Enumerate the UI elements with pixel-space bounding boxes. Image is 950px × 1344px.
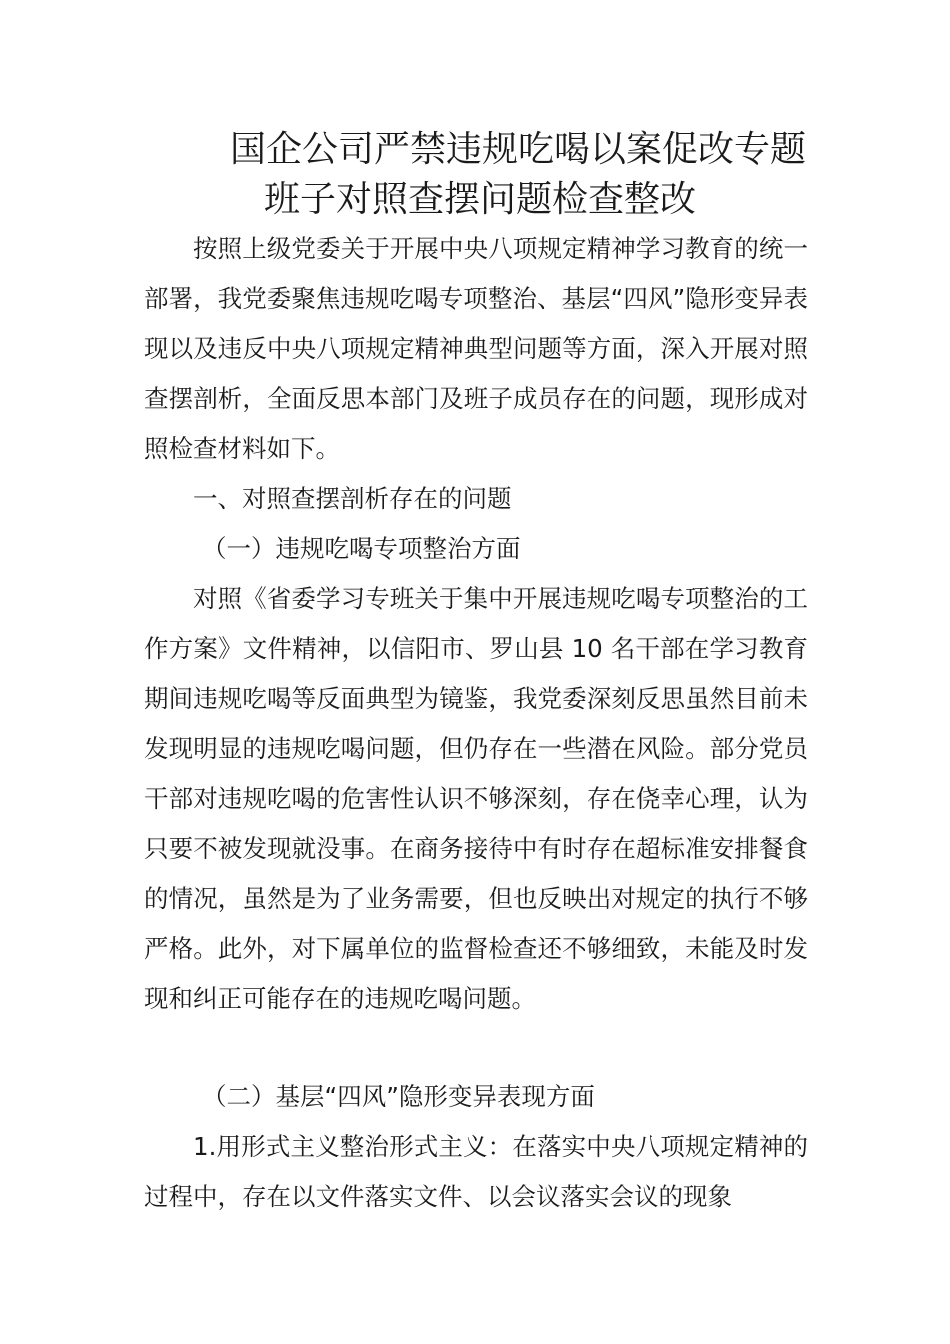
- subsection-heading-1: （一）违规吃喝专项整治方面: [202, 534, 521, 563]
- subsection-2-item-1: 1.用形式主义整治形式主义：在落实中央八项规定精神的过程中，存在以文件落实文件、以会议落实会议的现象: [144, 1132, 808, 1211]
- intro-paragraph: 按照上级党委关于开展中央八项规定精神学习教育的统一部署，我党委聚焦违规吃喝专项整治、基层“四风”隐形变异表现以及违反中央八项规定精神典型问题等方面，深入开展对照查摆剖析，全面反思本部门及班子成员存在的问题，现形成对照检查材料如下。: [144, 234, 808, 463]
- subsection-1-paragraph: 对照《省委学习专班关于集中开展违规吃喝专项整治的工作方案》文件精神，以信阳市、罗山县 10 名干部在学习教育期间违规吃喝等反面典型为镜鉴，我党委深刻反思虽然目前未发现明显的违规吃喝问题，但仍存在一些潜在风险。部分党员干部对违规吃喝的危害性认识不够深刻，存在侥幸心理，认为只要不被发现就没事。在商务接待中有时存在超标准安排餐食的情况，虽然是为了业务需要，但也反映出对规定的执行不够严格。此外，对下属单位的监督检查还不够细致，未能及时发现和纠正可能存在的违规吃喝问题。: [144, 584, 808, 1013]
- document-title-line-1: 国企公司严禁违规吃喝以案促改专题: [230, 129, 807, 170]
- subsection-heading-2: （二）基层“四风”隐形变异表现方面: [202, 1082, 595, 1111]
- section-heading-1: 一、对照查摆剖析存在的问题: [193, 484, 512, 513]
- document-title-line-2: 班子对照查摆问题检查整改: [264, 179, 697, 220]
